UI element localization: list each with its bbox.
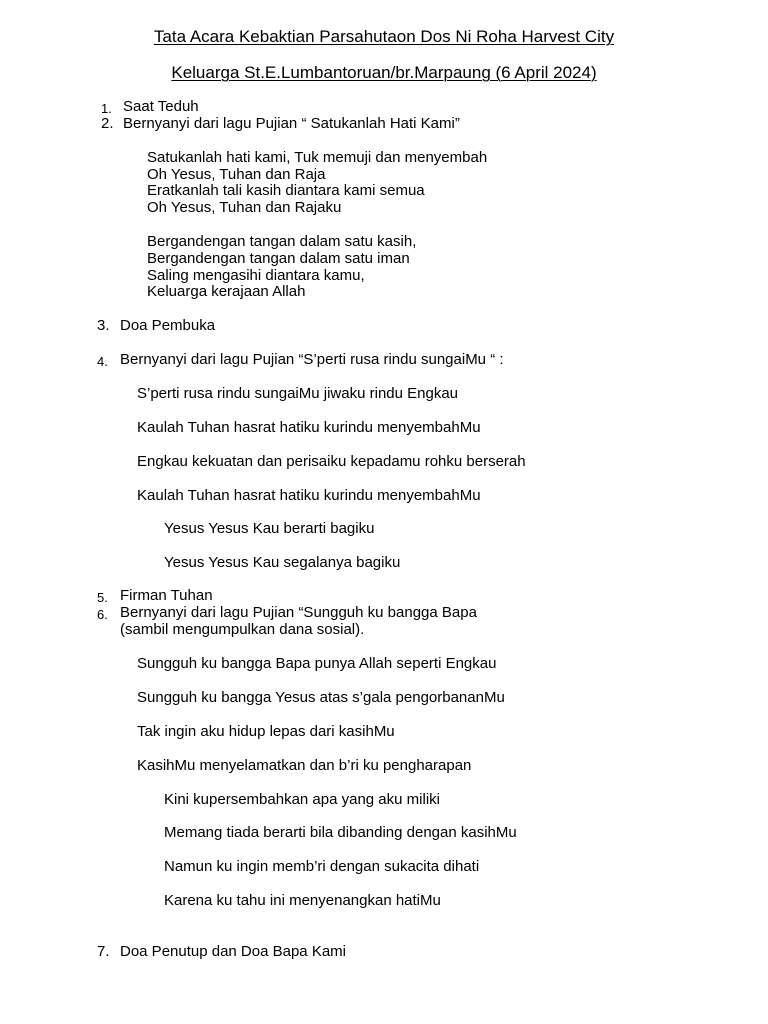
lyric-line: Sungguh ku bangga Bapa punya Allah seperti Engkau: [137, 655, 497, 672]
item-number: 6.: [97, 607, 108, 622]
lyric-line: KasihMu menyelamatkan dan b’ri ku pengharapan: [137, 757, 472, 774]
lyric-line: Saling mengasihi diantara kamu,: [147, 267, 365, 284]
lyric-line: Kaulah Tuhan hasrat hatiku kurindu menyembahMu: [137, 487, 481, 504]
lyric-line: Kaulah Tuhan hasrat hatiku kurindu menyembahMu: [137, 419, 481, 436]
lyric-line: Oh Yesus, Tuhan dan Rajaku: [147, 199, 342, 216]
lyric-chorus-line: Namun ku ingin memb’ri dengan sukacita dihati: [164, 858, 480, 875]
item-text-continued: (sambil mengumpulkan dana sosial).: [120, 621, 365, 638]
lyric-chorus-line: Memang tiada berarti bila dibanding dengan kasihMu: [164, 824, 517, 841]
lyric-line: S’perti rusa rindu sungaiMu jiwaku rindu Engkau: [137, 385, 459, 402]
item-text: Firman Tuhan: [120, 587, 213, 604]
item-number: 1.: [101, 101, 112, 116]
lyric-line: Eratkanlah tali kasih diantara kami semua: [147, 182, 425, 199]
lyric-line: Engkau kekuatan dan perisaiku kepadamu rohku berserah: [137, 453, 526, 470]
document-subtitle: Keluarga St.E.Lumbantoruan/br.Marpaung (6 April 2024): [171, 63, 597, 82]
item-number: 5.: [97, 590, 108, 605]
lyric-line: Tak ingin aku hidup lepas dari kasihMu: [137, 723, 395, 740]
item-text: Bernyanyi dari lagu Pujian “Sungguh ku bangga Bapa: [120, 604, 477, 621]
item-text: Doa Pembuka: [120, 317, 216, 334]
lyric-line: Sungguh ku bangga Yesus atas s’gala pengorbananMu: [137, 689, 505, 706]
lyric-line: Keluarga kerajaan Allah: [147, 283, 306, 300]
lyric-line: Bergandengan tangan dalam satu iman: [147, 250, 410, 267]
item-text: Bernyanyi dari lagu Pujian “ Satukanlah Hati Kami”: [123, 115, 460, 132]
lyric-chorus-line: Yesus Yesus Kau berarti bagiku: [164, 520, 375, 537]
lyric-line: Oh Yesus, Tuhan dan Raja: [147, 166, 326, 183]
lyric-chorus-line: Kini kupersembahkan apa yang aku miliki: [164, 791, 440, 808]
item-text: Bernyanyi dari lagu Pujian “S’perti rusa rindu sungaiMu “ :: [120, 351, 504, 368]
lyric-chorus-line: Yesus Yesus Kau segalanya bagiku: [164, 554, 401, 571]
item-number: 7.: [97, 943, 110, 960]
lyric-line: Satukanlah hati kami, Tuk memuji dan menyembah: [147, 149, 488, 166]
item-number: 2.: [101, 115, 114, 132]
document-title: Tata Acara Kebaktian Parsahutaon Dos Ni Roha Harvest City: [153, 27, 615, 46]
item-number: 3.: [97, 317, 110, 334]
lyric-chorus-line: Karena ku tahu ini menyenangkan hatiMu: [164, 892, 441, 909]
lyric-line: Bergandengan tangan dalam satu kasih,: [147, 233, 417, 250]
item-text: Doa Penutup dan Doa Bapa Kami: [120, 943, 346, 960]
item-number: 4.: [97, 354, 108, 369]
item-text: Saat Teduh: [123, 98, 199, 115]
